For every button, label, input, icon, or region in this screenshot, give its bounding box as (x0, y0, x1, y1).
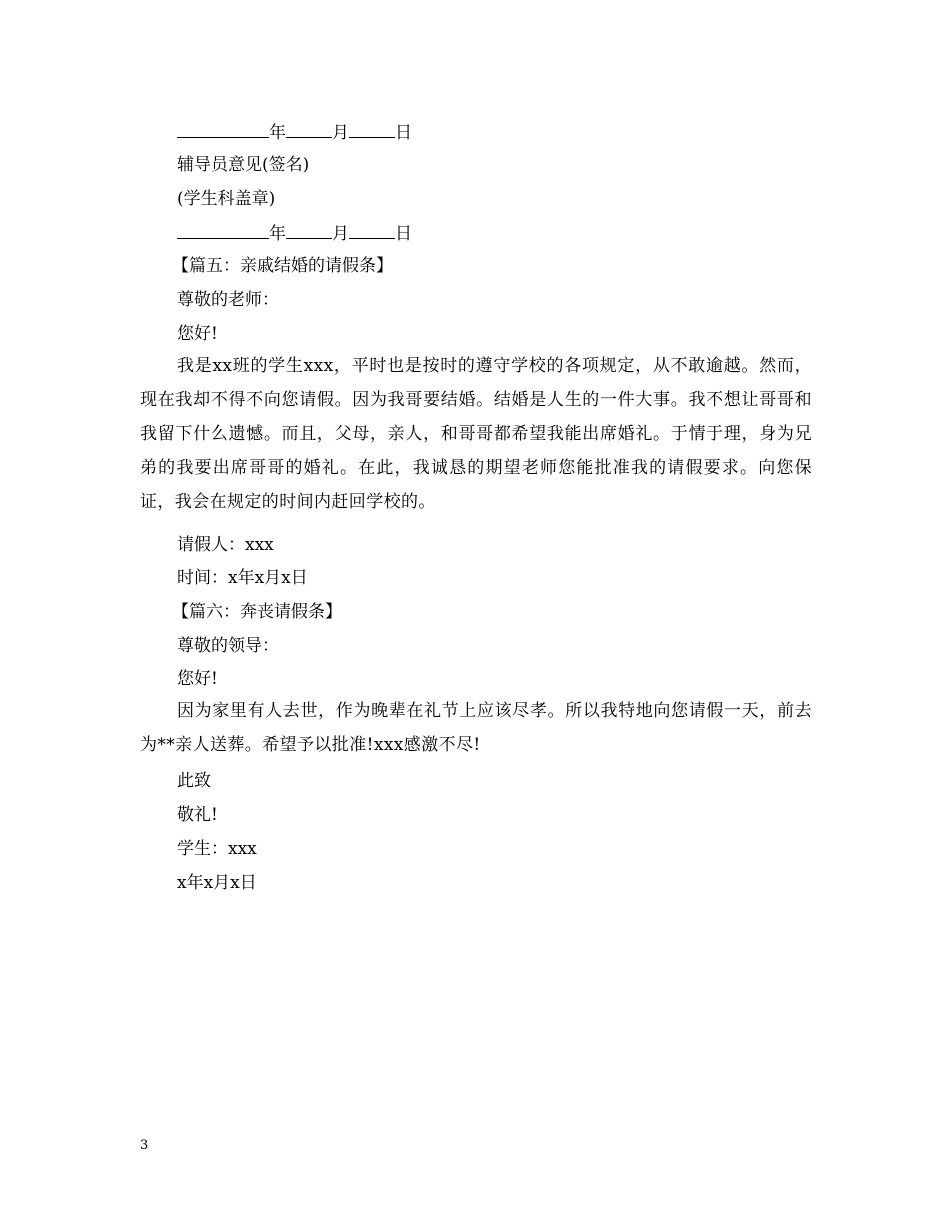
section6-greeting: 您好! (177, 669, 218, 689)
counselor-opinion: 辅导员意见(签名) (177, 155, 310, 175)
day-label: 日 (395, 123, 412, 143)
day-label: 日 (395, 224, 412, 244)
closing-ci-zhi: 此致 (177, 771, 211, 791)
section6-heading: 【篇六：奔丧请假条】 (172, 602, 342, 622)
section6-date: x年x月x日 (177, 873, 257, 893)
blank-day (349, 121, 395, 138)
blank-year (177, 222, 269, 239)
section5-body: 我是xx班的学生xxx，平时也是按时的遵守学校的各项规定，从不敢逾越。然而，现在我却不得不向您请假。因为我哥要结婚。结婚是人生的一件大事。我不想让哥哥和我留下什么遗憾。而且，父母，亲人，和哥哥都希望我能出席婚礼。于情于理，身为兄弟的我要出席哥哥的婚礼。在此，我诚恳的期望老师您能批准我的请假要求。向您保证，我会在规定的时间内赶回学校的。 (140, 356, 812, 512)
year-label: 年 (269, 123, 286, 143)
year-label: 年 (269, 224, 286, 244)
section5-salutation: 尊敬的老师： (177, 290, 279, 310)
month-label: 月 (332, 224, 349, 244)
student-office-seal: (学生科盖章) (177, 189, 276, 209)
section5-time: 时间：x年x月x日 (177, 568, 308, 588)
date-line-1 (177, 121, 412, 143)
section5-applicant: 请假人：xxx (177, 535, 274, 555)
section6-salutation: 尊敬的领导： (177, 636, 279, 656)
closing-jing-li: 敬礼! (177, 805, 218, 825)
section6-body: 因为家里有人去世，作为晚辈在礼节上应该尽孝。所以我特地向您请假一天，前去为**亲人送葬。希望予以批准!xxx感激不尽! (140, 701, 812, 755)
blank-month (286, 222, 332, 239)
section6-student: 学生：xxx (177, 839, 257, 859)
page-number: 3 (140, 1138, 149, 1153)
blank-year (177, 121, 269, 138)
blank-month (286, 121, 332, 138)
blank-day (349, 222, 395, 239)
section5-heading: 【篇五：亲戚结婚的请假条】 (172, 256, 393, 276)
date-line-2 (177, 222, 412, 244)
month-label: 月 (332, 123, 349, 143)
section5-greeting: 您好! (177, 324, 218, 344)
